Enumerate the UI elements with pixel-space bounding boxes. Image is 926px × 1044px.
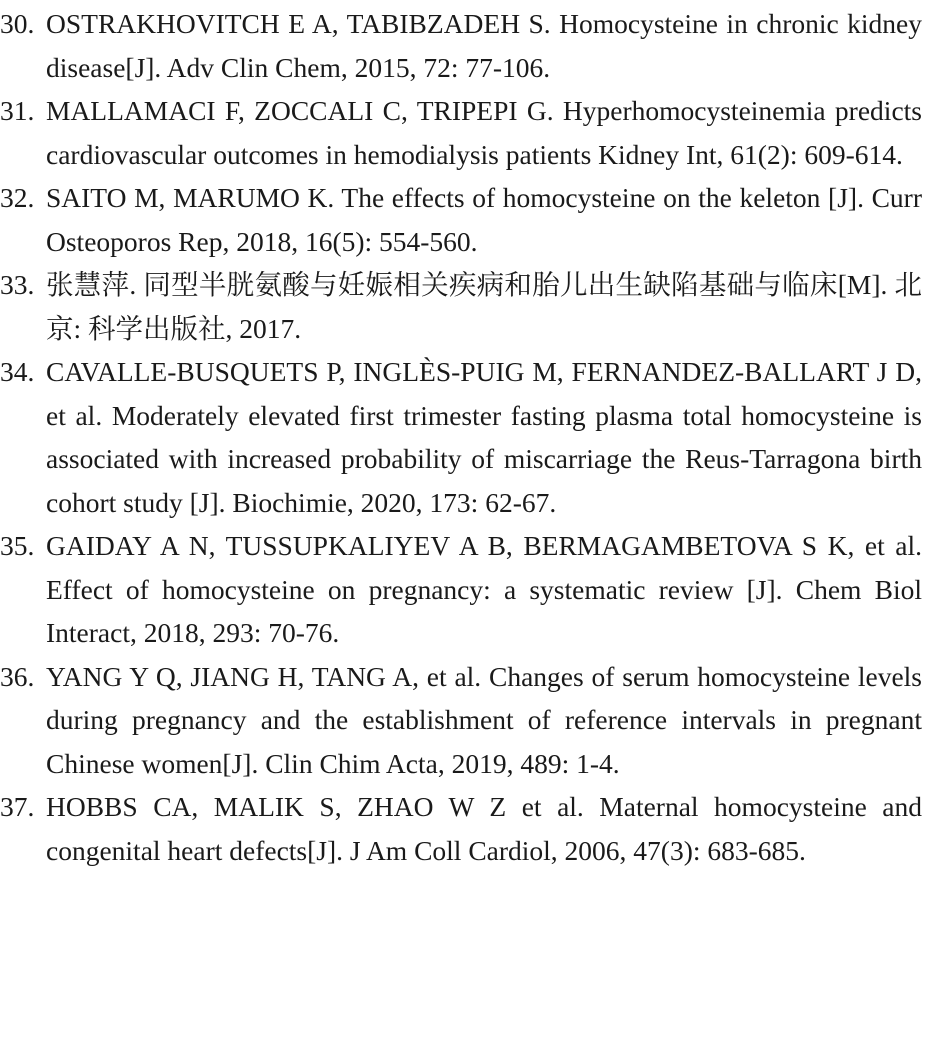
reference-list [0,2,922,872]
reference-item [0,350,922,524]
reference-number: 31. [0,95,35,126]
reference-number: 33. [0,269,35,300]
reference-text: YANG Y Q, JIANG H, TANG A, et al. Changes of serum homocysteine levels during pregnancy and the establishment of reference intervals in pregnant Chinese women[J]. Clin Chim Acta, 2019, 489: 1-4. [46,660,922,779]
reference-number: 36. [0,660,35,692]
reference-text: GAIDAY A N, TUSSUPKALIYEV A B, BERMAGAMBETOVA S K, et al. Effect of homocysteine on pregnancy: a systematic review [J]. Chem Biol Interact, 2018, 293: 70-76. [46,530,922,648]
reference-text: OSTRAKHOVITCH E A, TABIBZADEH S. Homocysteine in chronic kidney disease[J]. Adv Clin Chem, 2015, 72: 77-106. [46,8,922,83]
reference-text: MALLAMACI F, ZOCCALI C, TRIPEPI G. Hyperhomocysteinemia predicts cardiovascular outcomes in hemodialysis patients Kidney Int, 61(2): 609-614. [46,95,922,170]
reference-number: 35. [0,530,35,561]
reference-item [0,524,922,655]
reference-number: 37. [0,791,35,822]
reference-number: 32. [0,182,35,213]
reference-text: 张慧萍. 同型半胱氨酸与妊娠相关疾病和胎儿出生缺陷基础与临床[M]. 北京: 科学出版社, 2017. [46,269,922,344]
reference-item [0,89,922,176]
reference-item [0,263,922,350]
reference-item [0,785,922,872]
reference-item [0,2,922,89]
reference-item [0,655,922,786]
reference-text: CAVALLE-BUSQUETS P, INGLÈS-PUIG M, FERNANDEZ-BALLART J D, et al. Moderately elevated first trimester fasting plasma total homocysteine is associated with increased probability of miscarriage the Reus-Tarragona birth cohort study [J]. Biochimie, 2020, 173: 62-67. [46,356,922,518]
reference-number: 30. [0,8,35,39]
reference-number: 34. [0,356,35,387]
reference-text: SAITO M, MARUMO K. The effects of homocysteine on the keleton [J]. Curr Osteoporos Rep, 2018, 16(5): 554-560. [46,182,922,257]
reference-item [0,176,922,263]
reference-text: HOBBS CA, MALIK S, ZHAO W Z et al. Maternal homocysteine and congenital heart defects[J]. J Am Coll Cardiol, 2006, 47(3): 683-685. [46,791,922,866]
